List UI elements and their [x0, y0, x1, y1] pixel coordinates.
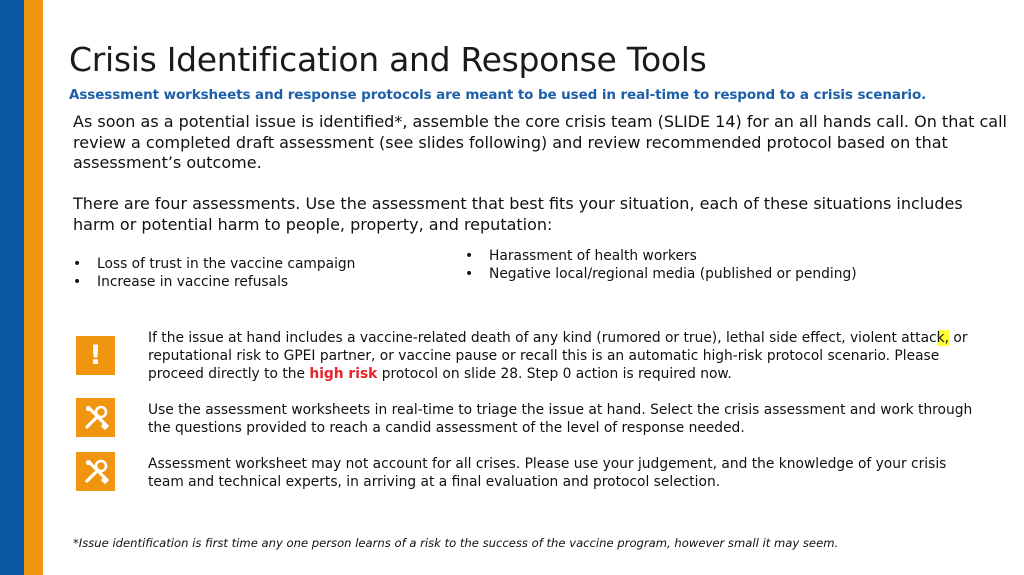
- list-item: • Negative local/regional media (published or pending): [465, 265, 857, 283]
- list-item: • Loss of trust in the vaccine campaign: [73, 255, 355, 273]
- bullet-list-right: [465, 247, 857, 283]
- intro-paragraph: As soon as a potential issue is identified*, assemble the core crisis team (SLIDE 14) for an all hands call. On that call review a completed draft assessment (see slides following) and review recommended protocol based on that assessment’s outcome.: [73, 112, 1007, 172]
- footnote: *Issue identification is first time any one person learns of a risk to the success of the vaccine program, however small it may seem.: [73, 536, 839, 550]
- left-accent-bar-blue: [0, 0, 24, 575]
- note-text: If the issue at hand includes a vaccine-related death of any kind (rumored or true), lethal side effect, violent attac: [148, 330, 937, 346]
- list-item: • Increase in vaccine refusals: [73, 273, 355, 291]
- slide-subtitle: Assessment worksheets and response protocols are meant to be used in real-time to respond to a crisis scenario.: [69, 87, 927, 103]
- high-risk-label: high risk: [309, 366, 378, 382]
- exclamation-icon: [76, 336, 115, 375]
- note-text: protocol on slide 28. Step 0 action is required now.: [377, 366, 732, 382]
- worksheet-usage-note: Use the assessment worksheets in real-time to triage the issue at hand. Select the crisis assessment and work through the questions provided to reach a candid assessment of the level of response needed.: [148, 402, 973, 436]
- left-accent-bar-orange: [24, 0, 43, 575]
- list-item: • Harassment of health workers: [465, 247, 857, 265]
- tools-icon: [76, 398, 115, 437]
- exclamation-glyph: !: [89, 340, 102, 371]
- bullet-list-left: [73, 255, 355, 291]
- assessments-paragraph: There are four assessments. Use the assessment that best fits your situation, each of these situations includes harm or potential harm to people, property, and reputation:: [73, 194, 963, 234]
- tools-icon-graphic: [81, 457, 111, 487]
- tools-icon: [76, 452, 115, 491]
- tools-icon-graphic: [81, 403, 111, 433]
- high-risk-note: [148, 329, 983, 383]
- note-text: or reputational risk to GPEI partner, or vaccine pause or recall this is an automatic high-risk protocol scenario. Please proceed directly to the: [148, 330, 968, 382]
- slide-title: Crisis Identification and Response Tools: [69, 40, 707, 79]
- highlighted-text: k,: [936, 330, 950, 346]
- worksheet-limitations-note: Assessment worksheet may not account for all crises. Please use your judgement, and the knowledge of your crisis team and technical experts, in arriving at a final evaluation and protocol selection.: [148, 456, 947, 490]
